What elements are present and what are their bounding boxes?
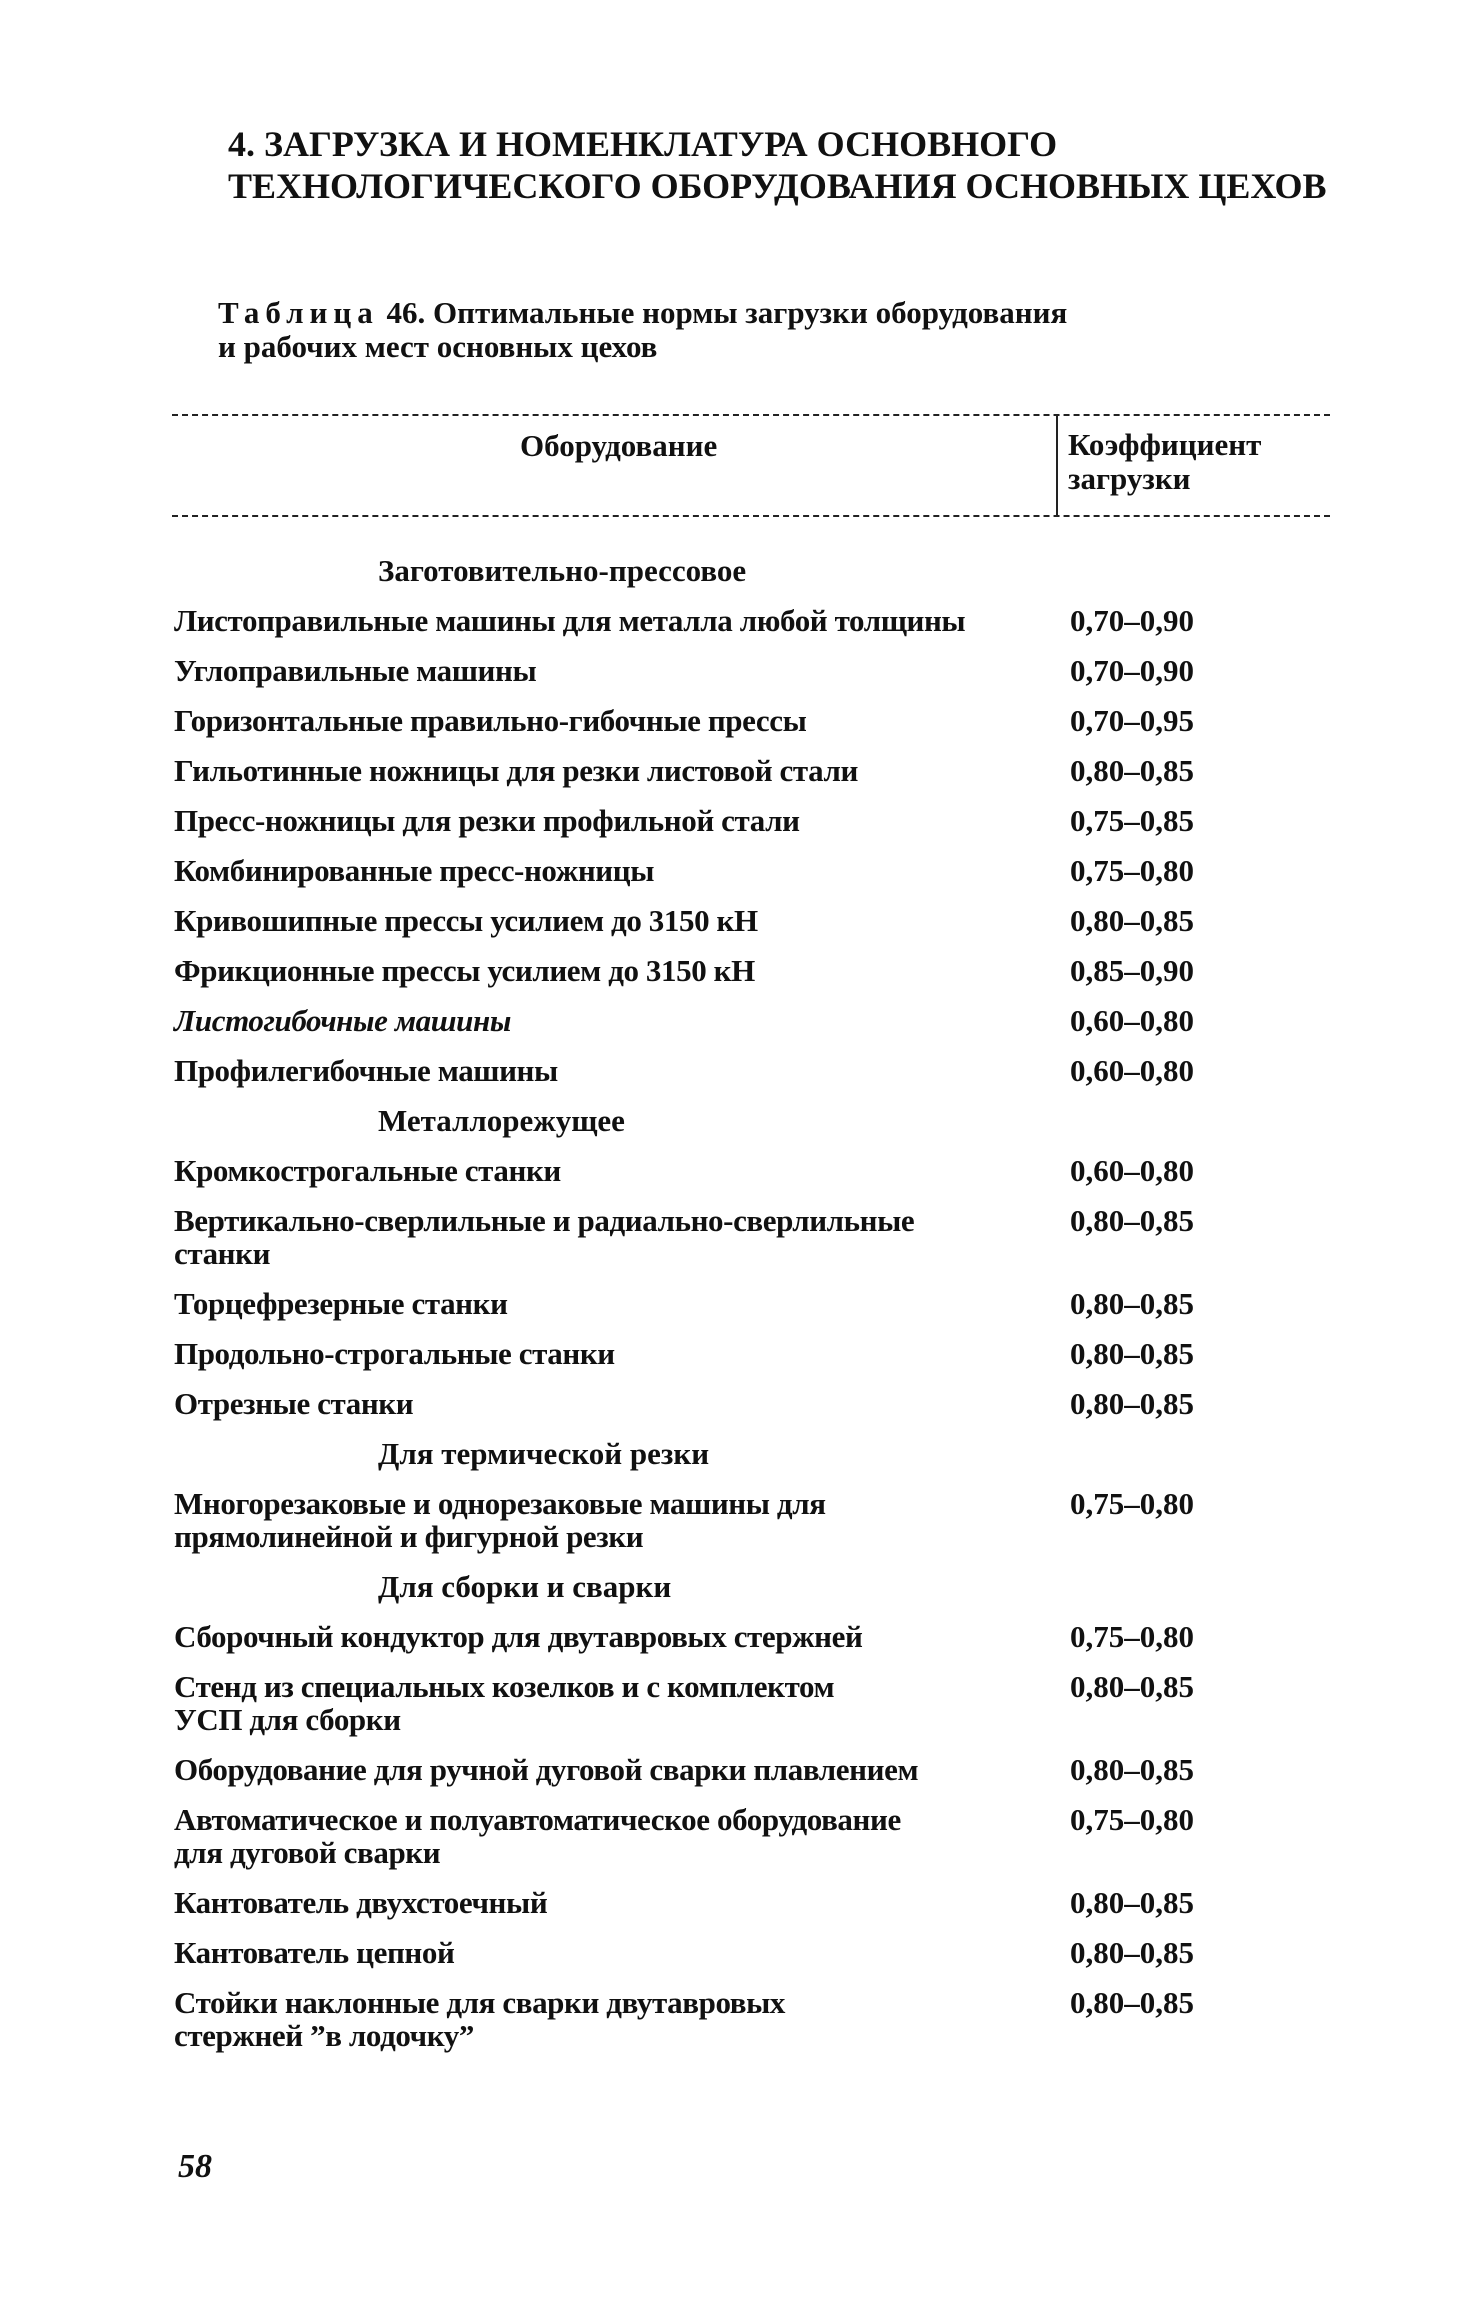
equipment-name <box>174 1279 1064 1329</box>
equipment-name-line-1: Пресс-ножницы для резки профильной стали <box>174 803 800 838</box>
equipment-name-line-1: Листоправильные машины для металла любой толщины <box>174 603 966 638</box>
section-title-line-2: ТЕХНОЛОГИЧЕСКОГО ОБОРУДОВАНИЯ ОСНОВНЫХ ЦЕХОВ <box>228 166 1327 206</box>
equipment-name-line-1: Оборудование для ручной дуговой сварки плавлением <box>174 1752 919 1787</box>
equipment-name-line-1: Кантователь двухстоечный <box>174 1885 548 1920</box>
load-coefficient: 0,80–0,85 <box>1070 903 1194 938</box>
load-coefficient: 0,70–0,90 <box>1070 603 1194 638</box>
load-coefficient: 0,80–0,85 <box>1070 1386 1194 1421</box>
equipment-name <box>174 1612 1064 1662</box>
load-coefficient: 0,80–0,85 <box>1070 1286 1194 1321</box>
table-row <box>174 1279 1334 1329</box>
table-row <box>174 946 1334 996</box>
load-coefficient: 0,80–0,85 <box>1070 1752 1194 1787</box>
table-row <box>174 896 1334 946</box>
group-title: Для термической резки <box>378 1436 710 1471</box>
group-title: Металлорежущее <box>378 1103 625 1138</box>
equipment-name <box>174 996 1064 1046</box>
table-row <box>174 796 1334 846</box>
page-number: 58 <box>178 2148 212 2185</box>
table-caption-text-1: Оптимальные нормы загрузки оборудования <box>433 295 1068 330</box>
equipment-name-line-1: Профилегибочные машины <box>174 1053 558 1088</box>
table-row <box>174 846 1334 896</box>
table-top-rule <box>172 414 1330 416</box>
group-title: Заготовительно-прессовое <box>378 553 747 588</box>
equipment-name-line-1: Автоматическое и полуавтоматическое оборудование <box>174 1802 901 1837</box>
load-coefficient: 0,75–0,80 <box>1070 1619 1194 1654</box>
table-row <box>174 1928 1334 1978</box>
equipment-name <box>174 1146 1064 1196</box>
load-coefficient: 0,80–0,85 <box>1070 1885 1194 1920</box>
table-row <box>174 1046 1334 1096</box>
equipment-name-line-2: стержней ”в лодочку” <box>174 2018 474 2053</box>
equipment-name <box>174 746 1064 796</box>
equipment-name <box>174 896 1064 946</box>
table-row <box>174 1146 1334 1196</box>
load-coefficient: 0,80–0,85 <box>1070 753 1194 788</box>
table-row <box>174 596 1334 646</box>
equipment-name <box>174 1986 1064 2052</box>
equipment-name <box>174 1878 1064 1928</box>
table-row <box>174 1662 1334 1745</box>
equipment-name <box>174 1487 1064 1553</box>
load-coefficient: 0,70–0,90 <box>1070 653 1194 688</box>
table-row <box>174 1795 1334 1878</box>
table-row <box>174 1196 1334 1279</box>
group-title: Для сборки и сварки <box>378 1569 672 1604</box>
equipment-name <box>174 846 1064 896</box>
table-header-divider <box>1056 414 1058 515</box>
table-header-bottom-rule <box>172 515 1330 517</box>
equipment-name-line-1: Гильотинные ножницы для резки листовой стали <box>174 753 858 788</box>
equipment-name-line-2: станки <box>174 1236 271 1271</box>
equipment-name-line-1: Продольно-строгальные станки <box>174 1336 615 1371</box>
table-row <box>174 746 1334 796</box>
table-row <box>174 1479 1334 1562</box>
equipment-name-line-1: Сборочный кондуктор для двутавровых стержней <box>174 1619 863 1654</box>
header-coefficient-line-1: Коэффициент <box>1068 427 1262 462</box>
header-coefficient-line-2: загрузки <box>1068 461 1191 496</box>
table-caption-text-2: и рабочих мест основных цехов <box>218 329 658 364</box>
load-coefficient: 0,75–0,80 <box>1070 853 1194 888</box>
equipment-name <box>174 1379 1064 1429</box>
load-coefficient: 0,60–0,80 <box>1070 1053 1194 1088</box>
equipment-name <box>174 1745 1064 1795</box>
load-coefficient: 0,75–0,80 <box>1070 1802 1194 1837</box>
equipment-name-line-1: Листогибочные машины <box>174 1003 511 1038</box>
equipment-name <box>174 696 1064 746</box>
equipment-name-line-1: Кривошипные прессы усилием до 3150 кН <box>174 903 758 938</box>
table-row <box>174 696 1334 746</box>
table-caption <box>218 296 1318 364</box>
equipment-name-line-1: Фрикционные прессы усилием до 3150 кН <box>174 953 755 988</box>
equipment-name <box>174 596 1064 646</box>
equipment-name-line-1: Стенд из специальных козелков и с комплектом <box>174 1669 835 1704</box>
load-coefficient: 0,80–0,85 <box>1070 1203 1194 1238</box>
header-coefficient <box>1068 428 1261 496</box>
equipment-name-line-1: Углоправильные машины <box>174 653 537 688</box>
table-caption-label: Таблица <box>218 295 379 330</box>
equipment-name <box>174 1046 1064 1096</box>
table-row <box>174 1878 1334 1928</box>
equipment-name <box>174 1670 1064 1736</box>
load-coefficient: 0,85–0,90 <box>1070 953 1194 988</box>
equipment-name <box>174 1204 1064 1270</box>
equipment-name-line-1: Отрезные станки <box>174 1386 414 1421</box>
load-coefficient: 0,80–0,85 <box>1070 1336 1194 1371</box>
equipment-name-line-1: Стойки наклонные для сварки двутавровых <box>174 1985 786 2020</box>
equipment-name <box>174 1329 1064 1379</box>
table-body <box>174 546 1334 2061</box>
equipment-name <box>174 1928 1064 1978</box>
equipment-name-line-1: Торцефрезерные станки <box>174 1286 508 1321</box>
equipment-name-line-2: прямолинейной и фигурной резки <box>174 1519 644 1554</box>
load-coefficient: 0,80–0,85 <box>1070 1669 1194 1704</box>
load-coefficient: 0,80–0,85 <box>1070 1985 1194 2020</box>
section-title <box>228 123 1328 207</box>
table-row <box>174 1745 1334 1795</box>
equipment-name-line-1: Кантователь цепной <box>174 1935 455 1970</box>
table-row <box>174 1978 1334 2061</box>
equipment-name-line-2: УСП для сборки <box>174 1702 401 1737</box>
equipment-name-line-1: Комбинированные пресс-ножницы <box>174 853 655 888</box>
equipment-name <box>174 946 1064 996</box>
section-title-line-1: 4. ЗАГРУЗКА И НОМЕНКЛАТУРА ОСНОВНОГО <box>228 124 1058 164</box>
table-row <box>174 1612 1334 1662</box>
table-row <box>174 646 1334 696</box>
table-row <box>174 1379 1334 1429</box>
load-coefficient: 0,80–0,85 <box>1070 1935 1194 1970</box>
equipment-name <box>174 1803 1064 1869</box>
table-caption-number: 46. <box>386 295 426 330</box>
load-coefficient: 0,75–0,85 <box>1070 803 1194 838</box>
table-row <box>174 996 1334 1046</box>
equipment-name-line-1: Многорезаковые и однорезаковые машины для <box>174 1486 826 1521</box>
load-coefficient: 0,60–0,80 <box>1070 1003 1194 1038</box>
load-coefficient: 0,75–0,80 <box>1070 1486 1194 1521</box>
equipment-name-line-2: для дуговой сварки <box>174 1835 441 1870</box>
equipment-name-line-1: Горизонтальные правильно-гибочные прессы <box>174 703 807 738</box>
load-coefficient: 0,70–0,95 <box>1070 703 1194 738</box>
header-equipment: Оборудование <box>520 428 718 463</box>
equipment-name <box>174 796 1064 846</box>
table-row <box>174 1329 1334 1379</box>
load-coefficient: 0,60–0,80 <box>1070 1153 1194 1188</box>
equipment-name-line-1: Вертикально-сверлильные и радиально-сверлильные <box>174 1203 915 1238</box>
equipment-name <box>174 646 1064 696</box>
equipment-name-line-1: Кромкострогальные станки <box>174 1153 561 1188</box>
